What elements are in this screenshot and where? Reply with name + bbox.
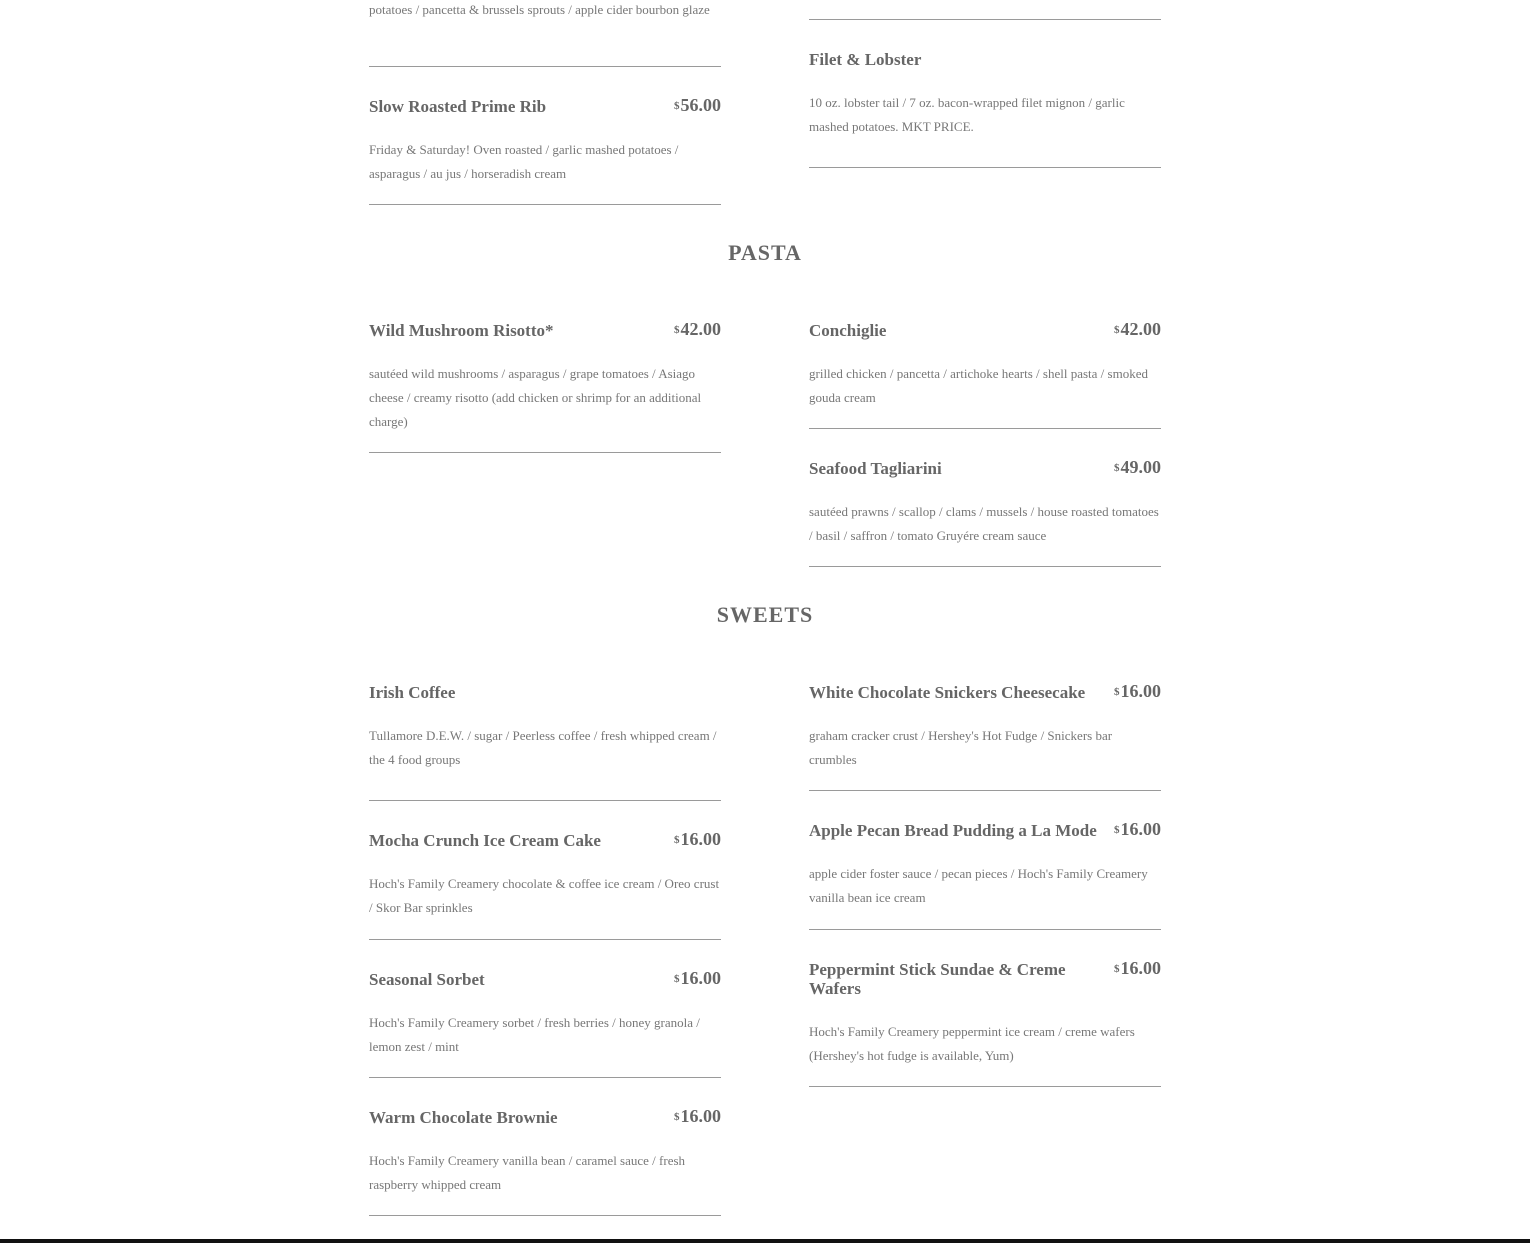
menu-item-name: Seafood Tagliarini xyxy=(809,459,942,478)
divider xyxy=(809,1086,1161,1087)
menu-item-name: Filet & Lobster xyxy=(809,50,922,69)
menu-item-description: Friday & Saturday! Oven roasted / garlic mashed potatoes / asparagus / au jus / horseradish cream xyxy=(369,142,679,181)
price-value: 16.00 xyxy=(1120,819,1161,839)
menu-item-name: Warm Chocolate Brownie xyxy=(369,1108,558,1127)
divider xyxy=(809,428,1161,429)
menu-item-description: graham cracker crust / Hershey's Hot Fudge / Snickers bar crumbles xyxy=(809,728,1113,767)
menu-item-name: Seasonal Sorbet xyxy=(369,970,485,989)
currency-symbol: $ xyxy=(1114,462,1120,474)
menu-item-description: Hoch's Family Creamery vanilla bean / caramel sauce / fresh raspberry whipped cream xyxy=(369,1153,686,1192)
menu-item-seasonal-sorbet xyxy=(369,970,721,1059)
divider xyxy=(369,939,721,940)
section-title-sweets: SWEETS xyxy=(716,602,814,627)
menu-item-price xyxy=(674,968,721,988)
divider xyxy=(369,66,721,67)
currency-symbol: $ xyxy=(674,834,680,846)
menu-item-mocha-crunch xyxy=(369,831,721,920)
menu-item-name: Peppermint Stick Sundae & Creme Wafers xyxy=(809,960,1066,998)
currency-symbol: $ xyxy=(674,973,680,985)
menu-item-irish-coffee xyxy=(369,683,721,772)
divider xyxy=(369,204,721,205)
menu-item-description: Hoch's Family Creamery sorbet / fresh berries / honey granola / lemon zest / mint xyxy=(369,1015,700,1054)
divider xyxy=(809,790,1161,791)
currency-symbol: $ xyxy=(674,100,680,112)
price-value: 16.00 xyxy=(680,829,721,849)
divider xyxy=(369,1077,721,1078)
menu-item-description: Hoch's Family Creamery chocolate & coffee ice cream / Oreo crust / Skor Bar sprinkles xyxy=(369,876,720,915)
menu-item-cheesecake xyxy=(809,683,1161,772)
price-value: 16.00 xyxy=(1120,958,1161,978)
price-value: 42.00 xyxy=(1120,319,1161,339)
price-value: 16.00 xyxy=(680,1106,721,1126)
menu-item-description: Tullamore D.E.W. / sugar / Peerless coffee / fresh whipped cream / the 4 food groups xyxy=(369,728,717,767)
divider xyxy=(809,167,1161,168)
price-value: 16.00 xyxy=(680,968,721,988)
menu-item-price xyxy=(1114,958,1161,978)
currency-symbol: $ xyxy=(1114,824,1120,836)
menu-item-partial xyxy=(369,0,721,22)
divider xyxy=(369,452,721,453)
menu-item-description: grilled chicken / pancetta / artichoke hearts / shell pasta / smoked gouda cream xyxy=(809,366,1148,405)
menu-item-price xyxy=(674,829,721,849)
divider xyxy=(369,1215,721,1216)
menu-item-name: Slow Roasted Prime Rib xyxy=(369,97,547,116)
menu-item-tagliarini xyxy=(809,459,1161,548)
menu-item-price xyxy=(1114,457,1161,477)
menu-item-description: Hoch's Family Creamery peppermint ice cream / creme wafers (Hershey's hot fudge is available, Yum) xyxy=(809,1024,1135,1063)
menu-item-description: apple cider foster sauce / pecan pieces / Hoch's Family Creamery vanilla bean ice cream xyxy=(809,866,1148,905)
menu-item-prime-rib xyxy=(369,97,721,186)
divider xyxy=(369,800,721,801)
menu-item-price xyxy=(1114,319,1161,339)
menu-item-description: potatoes / pancetta & brussels sprouts / apple cider bourbon glaze xyxy=(369,2,710,17)
currency-symbol: $ xyxy=(1114,963,1120,975)
menu-item-price xyxy=(674,95,721,115)
menu-item-description: sautéed wild mushrooms / asparagus / grape tomatoes / Asiago cheese / creamy risotto (add chicken or shrimp for an additional charge) xyxy=(369,366,702,429)
divider xyxy=(809,929,1161,930)
price-value: 56.00 xyxy=(680,95,721,115)
menu-item-filet-lobster xyxy=(809,50,1161,139)
menu-item-peppermint-sundae xyxy=(809,960,1161,1068)
price-value: 16.00 xyxy=(1120,681,1161,701)
section-title-pasta: PASTA xyxy=(728,240,802,265)
currency-symbol: $ xyxy=(674,1111,680,1123)
menu-item-risotto xyxy=(369,321,721,434)
menu-item-price xyxy=(674,319,721,339)
menu-item-price xyxy=(674,1106,721,1126)
menu-item-description: 10 oz. lobster tail / 7 oz. bacon-wrapped filet mignon / garlic mashed potatoes. MKT PRICE. xyxy=(809,95,1125,134)
menu-item-price xyxy=(1114,819,1161,839)
divider xyxy=(809,19,1161,20)
menu-item-name: Irish Coffee xyxy=(369,683,456,702)
price-value: 49.00 xyxy=(1120,457,1161,477)
bottom-bar xyxy=(0,1239,1530,1243)
menu-item-name: Wild Mushroom Risotto* xyxy=(369,321,554,340)
menu-item-name: White Chocolate Snickers Cheesecake xyxy=(809,683,1086,702)
menu-item-conchiglie xyxy=(809,321,1161,410)
menu-item-name: Mocha Crunch Ice Cream Cake xyxy=(369,831,601,850)
price-value: 42.00 xyxy=(680,319,721,339)
menu-item-description: sautéed prawns / scallop / clams / mussels / house roasted tomatoes / basil / saffron / tomato Gruyére cream sauce xyxy=(809,504,1159,543)
menu-item-brownie xyxy=(369,1108,721,1197)
currency-symbol: $ xyxy=(1114,324,1120,336)
currency-symbol: $ xyxy=(1114,686,1120,698)
menu-item-name: Apple Pecan Bread Pudding a La Mode xyxy=(809,821,1097,840)
menu-item-bread-pudding xyxy=(809,821,1161,910)
currency-symbol: $ xyxy=(674,324,680,336)
menu-item-name: Conchiglie xyxy=(809,321,887,340)
menu-item-price xyxy=(1114,681,1161,701)
divider xyxy=(809,566,1161,567)
